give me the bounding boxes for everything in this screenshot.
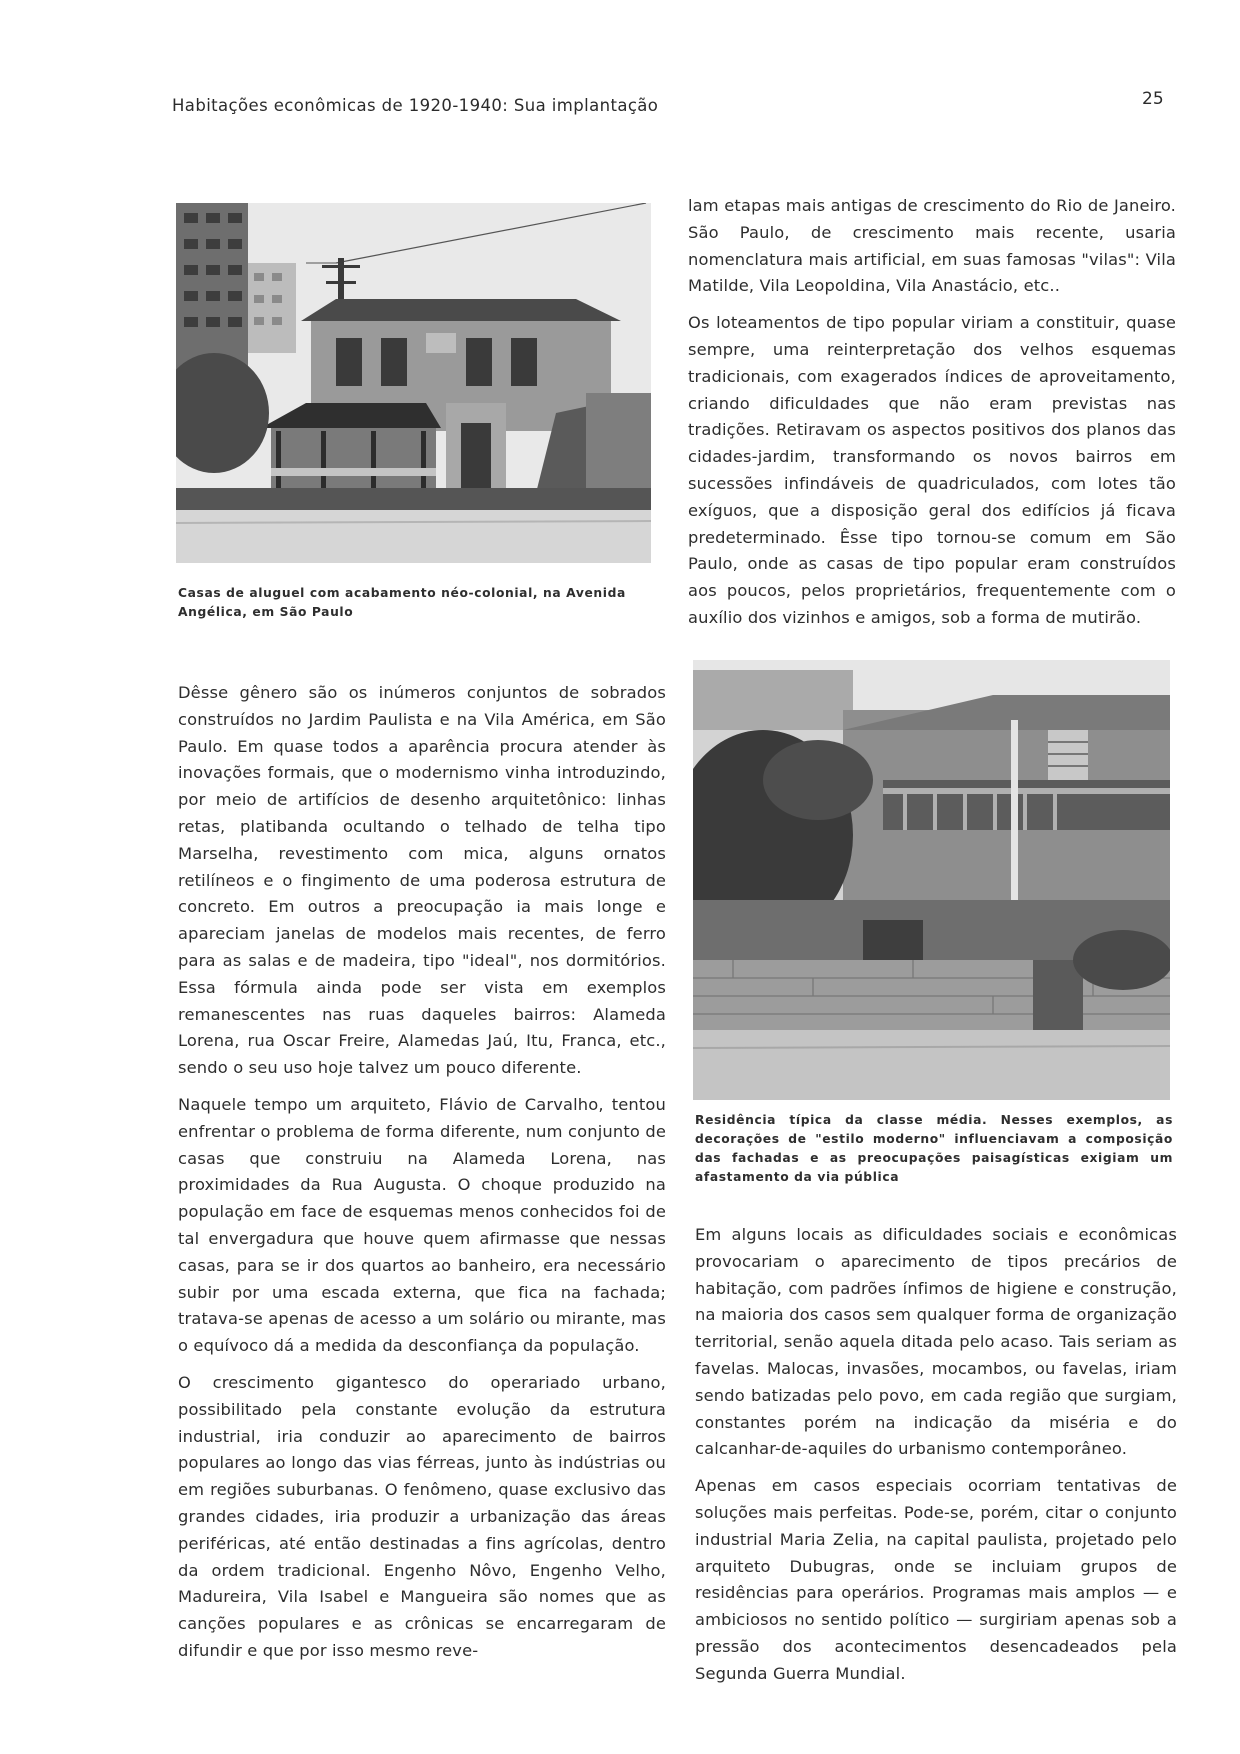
paragraph: Dêsse gênero são os inúmeros conjuntos de sobrados construídos no Jardim Paulista e na Vila América, em São Paulo. Em quase todos a aparência procura atender às inovações formais, que o modernismo vinha introduzindo, por meio de artifícios de desenho arquitetônico: linhas retas, platibanda ocultando o telhado de telha tipo Marselha, revestimento com mica, alguns ornatos retilíneos e o fingimento de uma poderosa estrutura de concreto. Em outros a preocupação ia mais longe e apareciam janelas de modelos mais recentes, de ferro para as salas e de madeira, tipo "ideal", nos dormitórios. Essa fórmula ainda pode ser vista em exemplos remanescentes nas ruas daqueles bairros: Alameda Lorena, rua Oscar Freire, Alamedas Jaú, Itu, Franca, etc., sendo o seu uso hoje talvez um pouco diferente. — [178, 683, 666, 1078]
photo-middle-class-residence-illustration — [693, 660, 1170, 1100]
paragraph: Os loteamentos de tipo popular viriam a constituir, quase sempre, uma reinterpretação dos velhos esquemas tradicionais, com exagerados índices de aproveitamento, criando dificuldades que não eram previstas nas tradições. Retiravam os aspectos positivos dos planos das cidades-jardim, transformando os novos bairros em sucessões infindáveis de quadriculados, com lotes tão exíguos, que a disposição geral dos edifícios já ficava predeterminado. Êsse tipo tornou-se comum em São Paulo, onde as casas de tipo popular eram construídos aos poucos, pelos proprietários, frequentemente com o auxílio dos vizinhos e amigos, sob a forma de mutirão. — [688, 313, 1176, 627]
photo-middle-class-residence — [693, 660, 1170, 1100]
photo-neo-colonial-houses-illustration — [176, 203, 651, 563]
running-title: Habitações econômicas de 1920-1940: Sua implantação — [172, 96, 659, 115]
paragraph: Naquele tempo um arquiteto, Flávio de Carvalho, tentou enfrentar o problema de forma diferente, num conjunto de casas que construiu na Alameda Lorena, nas proximidades da Rua Augusta. O choque produzido na população em face de esquemas menos conhecidos foi de tal envergadura que houve quem afirmasse que nessas casas, para se ir dos quartos ao banheiro, era necessário subir por uma escada externa, que fica na fachada; tratava-se apenas de acesso a um solário ou mirante, mas o equívoco dá a medida da desconfiança da população. — [178, 1094, 666, 1356]
figure-caption-2: Residência típica da classe média. Nesses exemplos, as decorações de "estilo moderno" influenciavam a composição das fachadas e as preocupações paisagísticas exigiam um afastamento da via pública — [695, 1113, 1173, 1184]
right-column-top-text — [688, 193, 1176, 642]
right-column-bottom-text — [695, 1222, 1177, 1698]
page-number: 25 — [1142, 89, 1164, 109]
paragraph: lam etapas mais antigas de crescimento do Rio de Janeiro. São Paulo, de crescimento mais recente, usaria nomenclatura mais artificial, em suas famosas "vilas": Vila Matilde, Vila Leopoldina, Vila Anastácio, etc.. — [688, 196, 1176, 296]
figure-caption-1: Casas de aluguel com acabamento néo-colonial, na Avenida Angélica, em São Paulo — [178, 586, 626, 619]
paragraph: Apenas em casos especiais ocorriam tentativas de soluções mais perfeitas. Pode-se, porém, citar o conjunto industrial Maria Zelia, na capital paulista, projetado pelo arquiteto Dubugras, onde se incluiam grupos de residências para operários. Programas mais amplos — e ambiciosos no sentido político — surgiriam apenas sob a pressão dos acontecimentos desencadeados pela Segunda Guerra Mundial. — [695, 1476, 1177, 1683]
left-column-text — [178, 680, 666, 1675]
paragraph: O crescimento gigantesco do operariado urbano, possibilitado pela constante evolução da estrutura industrial, iria conduzir ao aparecimento de bairros populares ao longo das vias férreas, junto às indústrias ou em regiões suburbanas. O fenômeno, quase exclusivo das grandes cidades, iria produzir a urbanização das áreas periféricas, até então destinadas a fins agrícolas, dentro da ordem tradicional. Engenho Nôvo, Engenho Velho, Madureira, Vila Isabel e Mangueira são nomes que as canções populares e as crônicas se encarregaram de difundir e que por isso mesmo reve- — [178, 1372, 666, 1660]
photo-neo-colonial-houses — [176, 203, 651, 563]
paragraph: Em alguns locais as dificuldades sociais e econômicas provocariam o aparecimento de tipos precários de habitação, com padrões ínfimos de higiene e construção, na maioria dos casos sem qualquer forma de organização territorial, senão aquela ditada pelo acaso. Tais seriam as favelas. Malocas, invasões, mocambos, ou favelas, iriam sendo batizadas pelo povo, em cada região que surgiam, constantes porém na indicação da miséria e do calcanhar-de-aquiles do urbanismo contemporâneo. — [695, 1225, 1177, 1459]
